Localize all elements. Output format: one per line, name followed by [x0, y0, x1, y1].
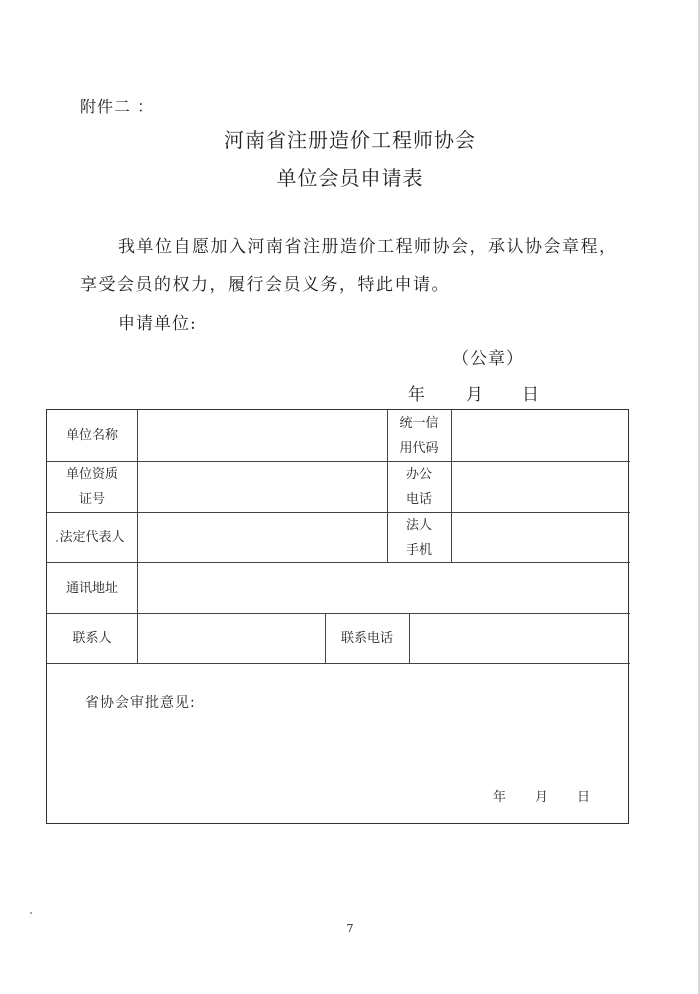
row-divider	[47, 663, 630, 664]
application-form-table	[46, 409, 629, 824]
address-field[interactable]	[138, 563, 628, 613]
date-day-label: 日	[522, 385, 539, 405]
qualification-cert-label: 单位资质 证号	[65, 467, 118, 507]
address-label: 通讯地址	[65, 580, 118, 596]
legal-mobile-field[interactable]	[452, 513, 628, 562]
contact-person-label: 联系人	[72, 631, 112, 646]
contact-phone-label: 联系电话	[340, 631, 393, 646]
office-phone-label: 办公 电话	[405, 467, 432, 507]
qualification-cert-field[interactable]	[138, 462, 387, 512]
review-date-year: 年	[493, 790, 507, 805]
declaration-line-2: 享受会员的权力，履行会员义务，特此申请。	[80, 275, 450, 295]
credit-code-field[interactable]	[452, 410, 628, 461]
contact-phone-field[interactable]	[410, 614, 628, 663]
unit-name-field[interactable]	[138, 410, 387, 461]
applicant-label: 申请单位:	[118, 314, 197, 334]
review-date-day: 日	[577, 790, 591, 805]
legal-representative-label: 法定代表人	[59, 530, 125, 545]
date-year-label: 年	[408, 385, 425, 405]
title-form-name: 单位会员申请表	[276, 166, 424, 190]
review-opinion-label: 省协会审批意见:	[85, 695, 196, 711]
unit-name-label: 单位名称	[65, 428, 118, 443]
credit-code-label: 统一信 用代码	[399, 415, 439, 456]
scan-speck	[30, 912, 32, 914]
legal-representative-field[interactable]	[138, 513, 387, 562]
seal-label: （公章）	[452, 349, 524, 369]
contact-person-field[interactable]	[138, 614, 325, 663]
page-number: 7	[346, 922, 354, 935]
date-month-label: 月	[466, 385, 483, 405]
declaration-line-1: 我单位自愿加入河南省注册造价工程师协会，承认协会章程，	[118, 237, 618, 257]
attachment-label: 附件二 ：	[80, 97, 155, 116]
scan-speck	[56, 540, 58, 542]
legal-mobile-label: 法人 手机	[405, 517, 432, 558]
review-date-month: 月	[535, 790, 549, 805]
office-phone-field[interactable]	[452, 462, 628, 512]
title-organization: 河南省注册造价工程师协会	[224, 128, 476, 152]
